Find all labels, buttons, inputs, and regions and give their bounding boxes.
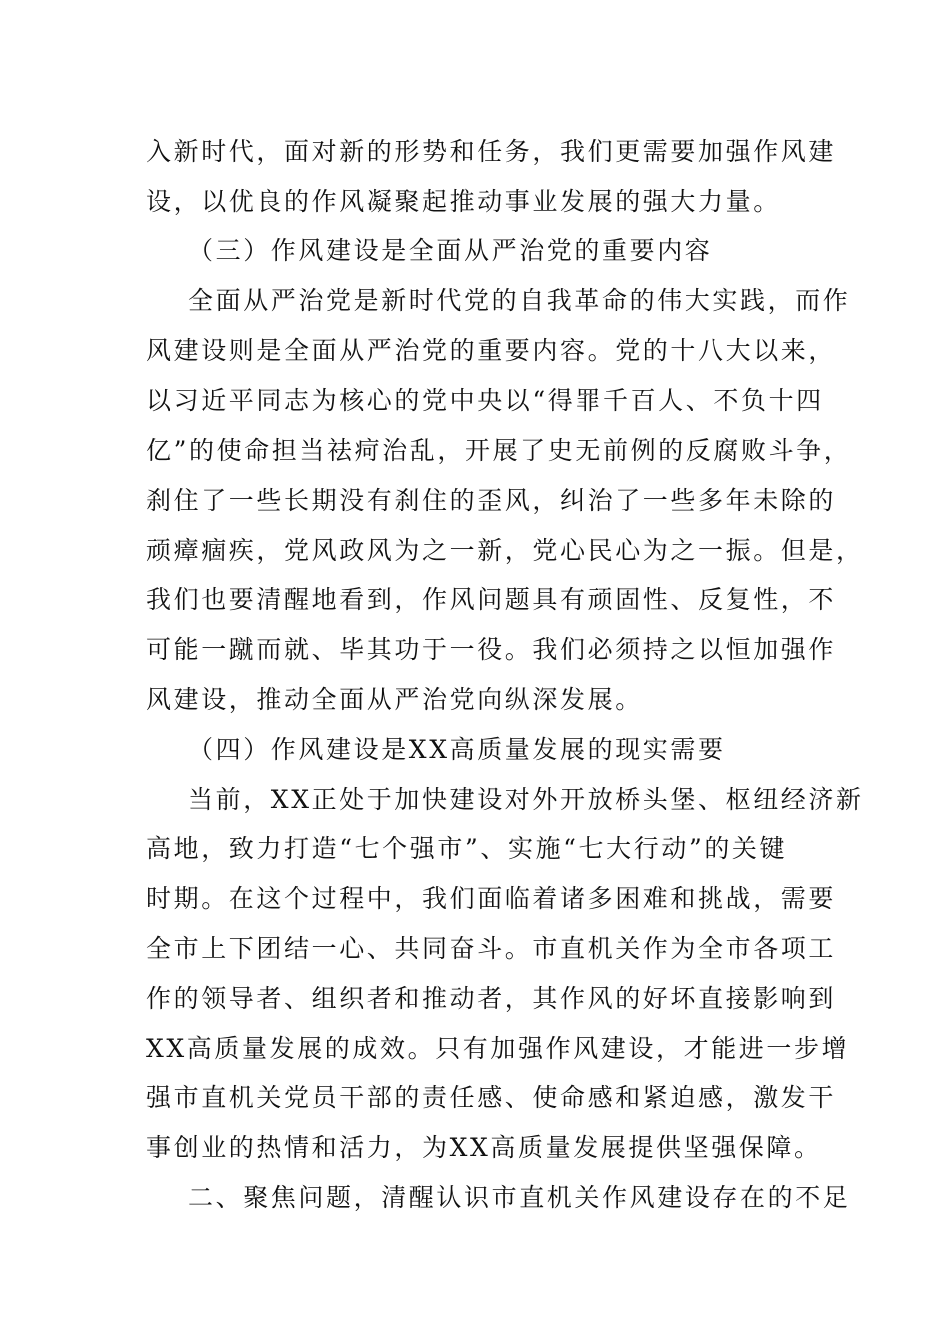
text-line: 亿”的使命担当祛疴治乱，开展了史无前例的反腐败斗争， xyxy=(146,436,852,465)
text-line: 当前，XX正处于加快建设对外开放桥头堡、枢纽经济新 xyxy=(188,785,864,814)
text-line: 事创业的热情和活力，为XX高质量发展提供坚强保障。 xyxy=(146,1133,822,1162)
text-line: 设，以优良的作风凝聚起推动事业发展的强大力量。 xyxy=(146,187,781,216)
text-line: 刹住了一些长期没有刹住的歪风，纠治了一些多年未除的 xyxy=(146,486,837,515)
text-line: 全面从严治党是新时代党的自我革命的伟大实践，而作 xyxy=(188,286,851,315)
text-line: 我们也要清醒地看到，作风问题具有顽固性、反复性，不 xyxy=(146,585,837,614)
text-line: 作的领导者、组织者和推动者，其作风的好坏直接影响到 xyxy=(146,984,837,1013)
text-line: 高地，致力打造“七个强市”、实施“七大行动”的关键 xyxy=(146,834,788,863)
text-line: 时期。在这个过程中，我们面临着诸多困难和挑战，需要 xyxy=(146,884,837,913)
text-line: 强市直机关党员干部的责任感、使命感和紧迫感，激发干 xyxy=(146,1083,837,1112)
text-line: 可能一蹴而就、毕其功于一役。我们必须持之以恒加强作 xyxy=(146,635,837,664)
text-line: XX高质量发展的成效。只有加强作风建设，才能进一步增 xyxy=(146,1034,850,1063)
section-heading: （四）作风建设是XX高质量发展的现实需要 xyxy=(188,735,726,764)
text-line: 风建设，推动全面从严治党向纵深发展。 xyxy=(146,685,643,714)
chapter-heading: 二、聚焦问题，清醒认识市直机关作风建设存在的不足 xyxy=(188,1183,851,1212)
section-heading: （三）作风建设是全面从严治党的重要内容 xyxy=(188,236,713,265)
text-line: 顽瘴痼疾，党风政风为之一新，党心民心为之一振。但是， xyxy=(146,536,864,565)
text-line: 风建设则是全面从严治党的重要内容。党的十八大以来， xyxy=(146,336,837,365)
text-line: 以习近平同志为核心的党中央以“得罪千百人、不负十四 xyxy=(146,386,824,415)
text-line: 全市上下团结一心、共同奋斗。市直机关作为全市各项工 xyxy=(146,934,837,963)
text-line: 入新时代，面对新的形势和任务，我们更需要加强作风建 xyxy=(146,137,837,166)
